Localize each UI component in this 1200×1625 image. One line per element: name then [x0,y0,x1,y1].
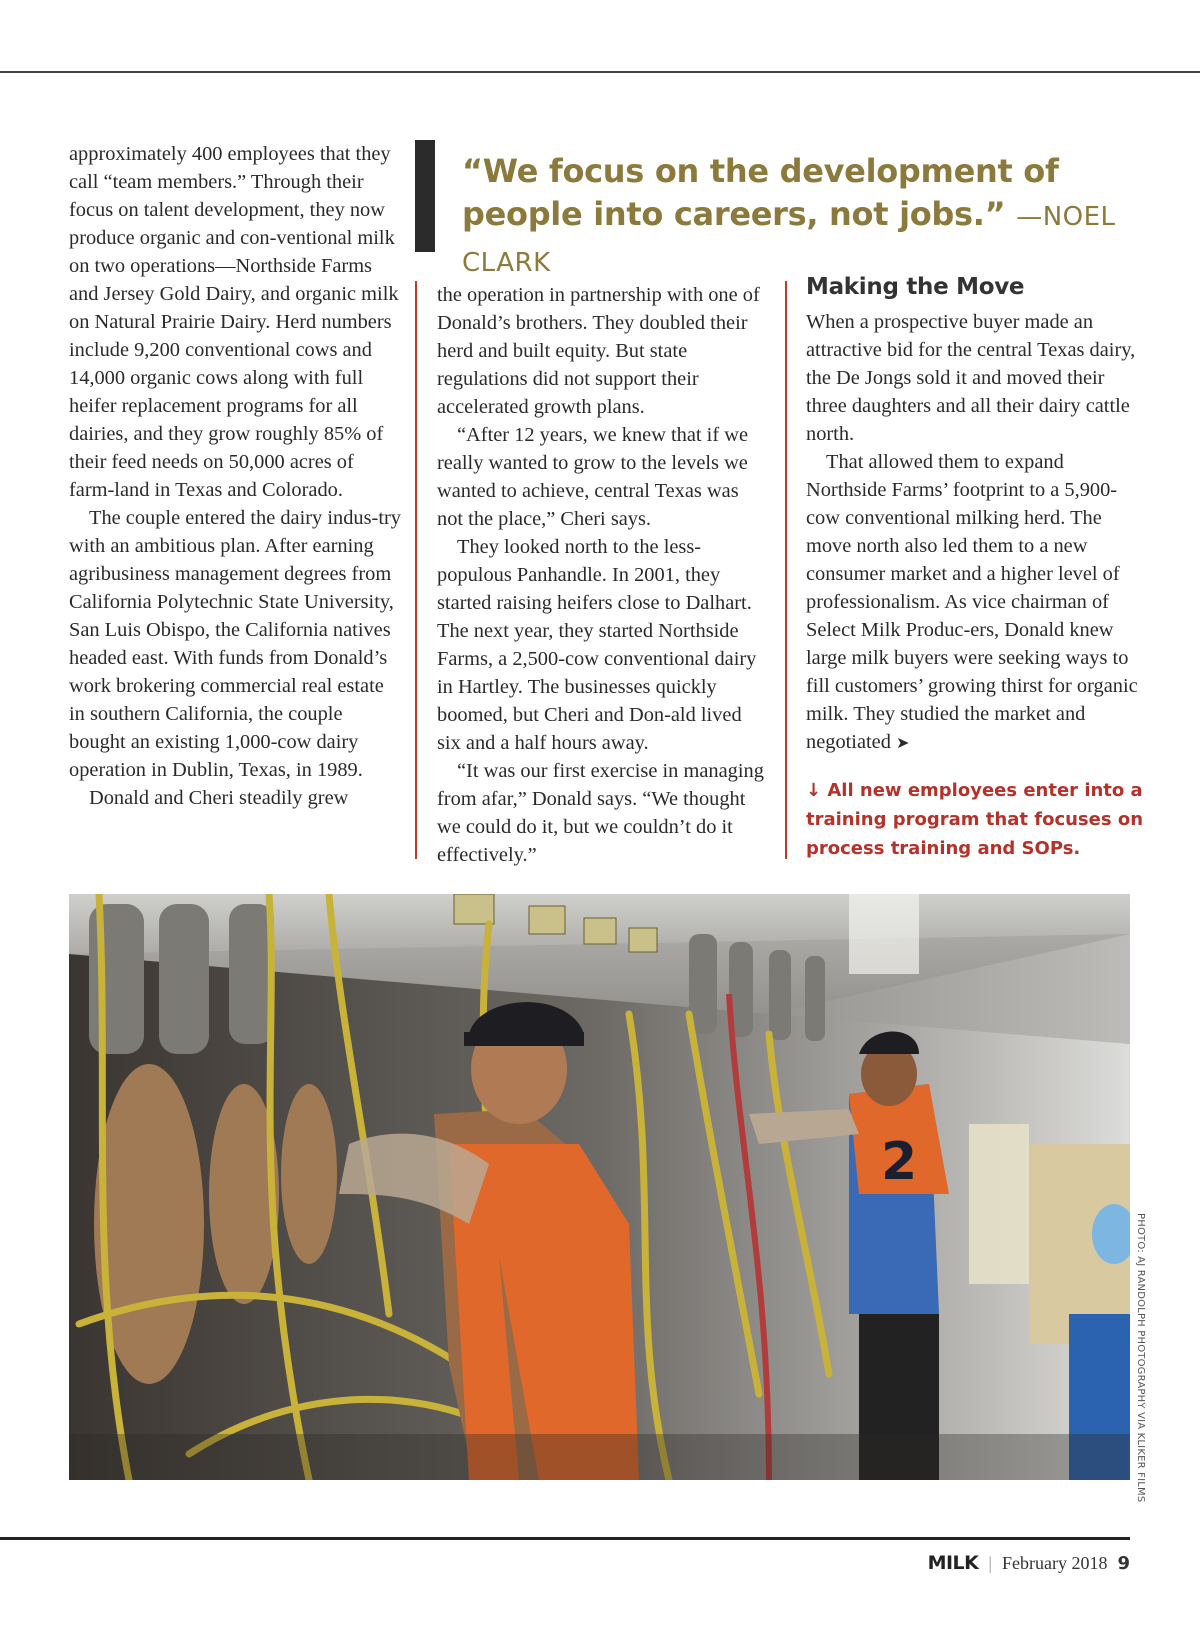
issue-date: February 2018 [1001,1553,1108,1573]
column-divider [785,281,787,859]
paragraph: The couple entered the dairy indus-try with an ambitious plan. After earning agribusiness management degrees from California Polytechnic State University, San Luis Obispo, the California natives headed east. With funds from Donald’s work brokering commercial real estate in southern California, the couple bought an existing 1,000-cow dairy operation in Dublin, Texas, in 1989. [69,507,401,781]
paragraph: the operation in partnership with one of Donald’s brothers. They doubled their herd and built equity. But state regulations did not support their accelerated growth plans. [437,284,760,418]
bottom-rule [0,1537,1130,1540]
article-column-3 [806,308,1138,757]
svg-text:2: 2 [881,1132,918,1192]
paragraph: When a prospective buyer made an attractive bid for the central Texas dairy, the De Jongs sold it and moved their three daughters and all their dairy cattle north. [806,311,1136,445]
page-number: 9 [1117,1553,1130,1574]
paragraph: “It was our first exercise in managing from afar,” Donald says. “We thought we could do it, but we couldn’t do it effectively.” [437,760,764,866]
magazine-logo: MILK [927,1552,979,1574]
photo-credit: PHOTO: AJ RANDOLPH PHOTOGRAPHY VIA KLIKER FILMS [1135,1213,1146,1503]
milking-parlor-photo [69,894,1130,1480]
paragraph: “After 12 years, we knew that if we really wanted to grow to the levels we wanted to achieve, central Texas was not the place,” Cheri says. [437,424,749,530]
paragraph: Donald and Cheri steadily grew [89,787,349,809]
section-heading: Making the Move [806,274,1025,300]
continue-arrow-icon: ➤ [896,733,910,752]
pull-quote [462,150,1162,285]
pull-quote-attribution: —NOEL CLARK [462,202,1116,278]
paragraph: They looked north to the less-populous Panhandle. In 2001, they started raising heifers close to Dalhart. The next year, they started Northside Farms, a 2,500-cow conventional dairy in Hartley. The businesses quickly boomed, but Cheri and Don-ald lived six and a half hours away. [437,536,757,754]
arrow-down-icon: ↓ [806,780,822,801]
top-rule [0,71,1200,73]
photo-caption [806,776,1146,863]
footer-separator: | [988,1553,992,1573]
caption-text: All new employees enter into a training program that focuses on process training and SOPs. [806,780,1144,859]
article-column-2 [437,281,765,869]
column-divider [415,281,417,859]
page-footer [928,1552,1130,1574]
paragraph [806,448,1138,757]
paragraph: approximately 400 employees that they call “team members.” Through their focus on talent development, they now produce organic and con-ventional milk on two operations—Northside Farms and Jersey Gold Dairy, and organic milk on Natural Prairie Dairy. Herd numbers include 9,200 conventional cows and 14,000 organic cows along with full heifer replacement programs for all dairies, and they grow roughly 85% of their feed needs on 50,000 acres of farm-land in Texas and Colorado. [69,143,399,501]
pull-quote-bar [415,140,435,252]
pull-quote-text: “We focus on the development of people into careers, not jobs.” [462,152,1059,233]
article-column-1 [69,140,401,812]
paragraph-text: That allowed them to expand Northside Farms’ footprint to a 5,900-cow conventional milking herd. The move north also led them to a new consumer market and a higher level of professionalism. As vice chairman of Select Milk Produc-ers, Donald knew large milk buyers were seeking ways to fill customers’ growing thirst for organic milk. They studied the market and negotiated [806,451,1138,753]
